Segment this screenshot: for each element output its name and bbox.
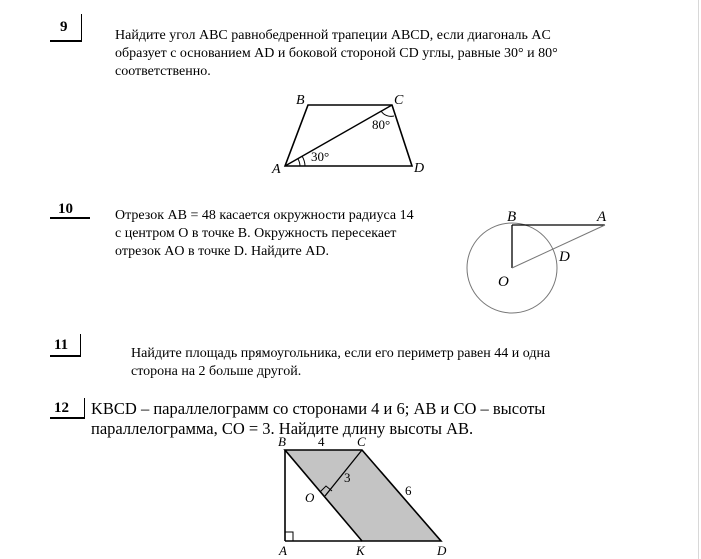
label-c: C — [394, 93, 404, 108]
right-angle-a — [285, 532, 293, 541]
label-d: D — [414, 161, 425, 176]
height-co-value: 3 — [344, 470, 351, 485]
label-o3: O — [305, 490, 315, 505]
problem-11-line-1: Найдите площадь прямоугольника, если его периметр равен 44 и одна — [131, 346, 551, 361]
angle-c-value: 80° — [372, 117, 391, 132]
label-a: A — [272, 162, 281, 177]
problem-11-number: 11 — [54, 337, 69, 353]
problem-9-line-1: Найдите угол ABC равнобедренной трапеции ABCD, если диагональ AC — [115, 28, 551, 43]
label-d3: D — [437, 543, 447, 558]
problem-12-line-2: параллелограмма, CO = 3. Найдите длину высоты AB. — [91, 419, 474, 438]
label-d2: D — [559, 249, 570, 265]
label-a3: A — [279, 543, 287, 558]
problem-9-line-3: соответственно. — [115, 64, 211, 79]
problem-10-line-3: отрезок AO в точке D. Найдите AD. — [115, 244, 329, 259]
label-c3: C — [357, 434, 366, 449]
side-bc-value: 4 — [318, 434, 325, 449]
problem-12-number: 12 — [54, 400, 69, 416]
problem-12-line-1: KBCD – параллелограмм со сторонами 4 и 6; AB и CO – высоты — [91, 399, 546, 418]
label-k3: K — [356, 543, 365, 558]
problem-9-line-2: образует с основанием AD и боковой стороной CD углы, равные 30° и 80° — [115, 46, 558, 61]
label-a2: A — [597, 209, 607, 225]
label-b3: B — [278, 434, 286, 449]
problem-10-line-1: Отрезок AB = 48 касается окружности радиуса 14 — [115, 208, 414, 223]
side-cd-value: 6 — [405, 483, 412, 498]
label-b: B — [296, 93, 305, 108]
problem-9-number: 9 — [60, 19, 68, 35]
angle-a-value: 30° — [311, 149, 330, 164]
problem-10-number: 10 — [58, 201, 73, 217]
problem-11-line-2: сторона на 2 больше другой. — [131, 364, 302, 379]
label-b2: B — [507, 209, 517, 225]
label-o2: O — [498, 274, 509, 290]
problem-10-line-2: с центром O в точке B. Окружность пересекает — [115, 226, 397, 241]
